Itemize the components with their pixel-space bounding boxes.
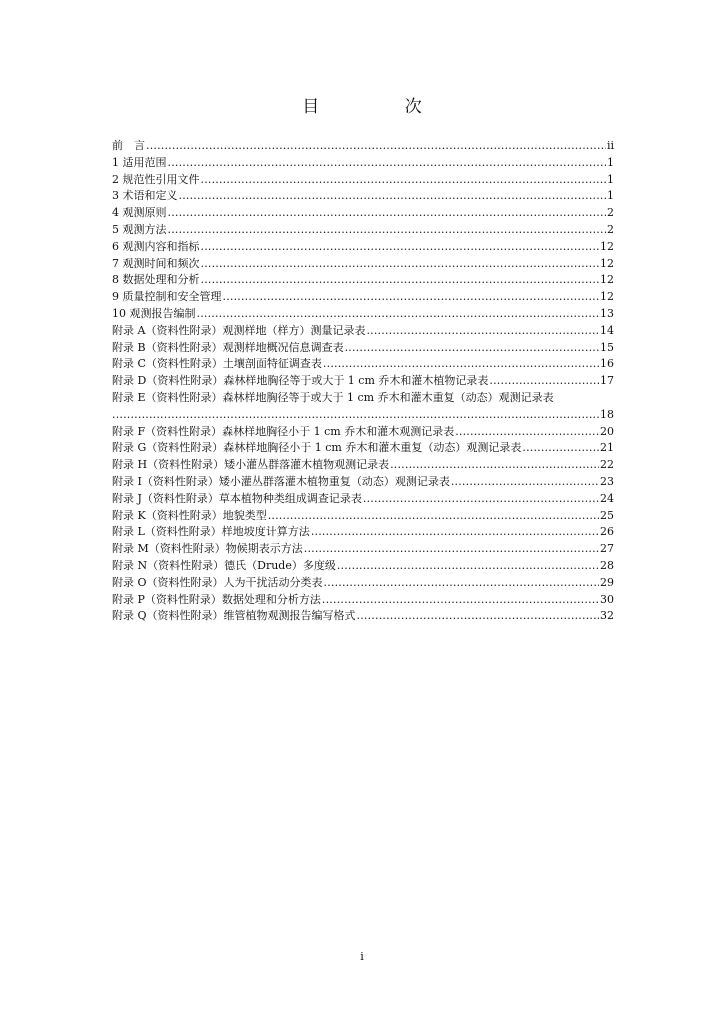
toc-entry-label: 附录 C（资料性附录）土壤剖面特征调查表 [112, 357, 322, 371]
toc-entry[interactable] [112, 491, 614, 508]
toc-entry-label: 9 质量控制和安全管理 [112, 290, 222, 304]
toc-entry[interactable] [112, 541, 614, 558]
toc-entry-continuation[interactable] [112, 407, 614, 424]
toc-entry-page: ii [606, 139, 614, 152]
toc-entry[interactable] [112, 390, 614, 407]
toc-entry-label: 2 规范性引用文件 [112, 172, 200, 186]
toc-entry-label: 附录 J（资料性附录）草本植物种类组成调查记录表 [112, 491, 362, 505]
toc-entry-page: 18 [600, 407, 614, 421]
dot-leader [357, 608, 599, 625]
toc-entry-page: 1 [607, 189, 614, 203]
toc-entry-page: 13 [600, 306, 614, 320]
toc-entry-page: 12 [600, 256, 614, 270]
dot-leader [304, 541, 599, 558]
dot-leader [168, 155, 607, 172]
toc-entry-label: 10 观测报告编制 [112, 306, 196, 320]
dot-leader [390, 457, 599, 474]
toc-entry[interactable] [112, 188, 614, 205]
dot-leader [322, 592, 599, 609]
dot-leader [201, 239, 600, 256]
toc-entry-label: 6 观测内容和指标 [112, 239, 200, 253]
toc-entry-page: 1 [607, 155, 614, 169]
toc-entry-page: 2 [607, 222, 614, 236]
toc-entry-page: 22 [600, 458, 614, 472]
toc-entry-label: 附录 I（资料性附录）矮小灌丛群落灌木植物重复（动态）观测记录表 [112, 474, 450, 488]
toc-entry-page: 24 [600, 491, 614, 505]
toc-entry-label: 附录 B（资料性附录）观测样地概况信息调查表 [112, 340, 344, 354]
toc-entry[interactable] [112, 138, 614, 155]
toc-entry-page: 26 [600, 525, 614, 539]
toc-entry-page: 21 [600, 441, 614, 455]
toc-entry[interactable] [112, 172, 614, 189]
dot-leader [201, 172, 607, 189]
toc-entry-page: 2 [607, 206, 614, 220]
toc-entry[interactable] [112, 272, 614, 289]
toc-entry[interactable] [112, 508, 614, 525]
toc-entry[interactable] [112, 457, 614, 474]
toc-entry-label: 1 适用范围 [112, 155, 167, 169]
toc-entry[interactable] [112, 289, 614, 306]
toc-entry[interactable] [112, 356, 614, 373]
toc-entry[interactable] [112, 256, 614, 273]
toc-entry-page: 15 [600, 340, 614, 354]
toc-entry-page: 32 [600, 609, 614, 623]
toc-entry-label: 3 术语和定义 [112, 189, 178, 203]
dot-leader [201, 272, 600, 289]
dot-leader [168, 222, 607, 239]
toc-entry-label: 附录 L（资料性附录）样地坡度计算方法 [112, 525, 310, 539]
toc-entry-page: 16 [600, 357, 614, 371]
dot-leader [311, 524, 599, 541]
dot-leader [168, 205, 607, 222]
toc-entry-label: 附录 D（资料性附录）森林样地胸径等于或大于 1 cm 乔木和灌木植物记录表 [112, 374, 489, 388]
dot-leader [146, 138, 606, 155]
toc-entry-page: 1 [607, 172, 614, 186]
dot-leader [366, 323, 599, 340]
toc-entry-label: 附录 M（资料性附录）物候期表示方法 [112, 542, 303, 556]
toc-entry-page: 30 [600, 592, 614, 606]
toc-entry-label: 附录 G（资料性附录）森林样地胸径小于 1 cm 乔木和灌木重复（动态）观测记录表 [112, 441, 522, 455]
dot-leader [489, 373, 599, 390]
toc-entry-label: 附录 F（资料性附录）森林样地胸径小于 1 cm 乔木和灌木观测记录表 [112, 424, 455, 438]
toc-entry-label: 附录 E（资料性附录）森林样地胸径等于或大于 1 cm 乔木和灌木重复（动态）观测记录表 [112, 390, 554, 404]
toc-entry[interactable] [112, 524, 614, 541]
toc-entry-label: 4 观测原则 [112, 206, 167, 220]
toc-entry-label: 附录 O（资料性附录）人为干扰活动分类表 [112, 575, 323, 589]
toc-entry[interactable] [112, 340, 614, 357]
toc-entry-page: 28 [600, 558, 614, 572]
toc-entry-label: 附录 K（资料性附录）地貌类型 [112, 508, 267, 522]
toc-entry-page: 27 [600, 542, 614, 556]
toc-entry-label: 附录 H（资料性附录）矮小灌丛群落灌木植物观测记录表 [112, 458, 390, 472]
toc-entry-page: 17 [600, 374, 614, 388]
toc-entry-label: 附录 P（资料性附录）数据处理和分析方法 [112, 592, 321, 606]
toc-entry[interactable] [112, 373, 614, 390]
dot-leader [324, 575, 599, 592]
toc-entry-page: 20 [600, 424, 614, 438]
toc-entry[interactable] [112, 205, 614, 222]
toc-entry-page: 12 [600, 273, 614, 287]
toc-entry-page: 12 [600, 239, 614, 253]
dot-leader [345, 340, 599, 357]
toc-entry-label: 前 言 [112, 139, 145, 152]
dot-leader [112, 407, 599, 424]
dot-leader [337, 558, 599, 575]
toc-entry[interactable] [112, 222, 614, 239]
toc-entry[interactable] [112, 608, 614, 625]
toc-entry[interactable] [112, 155, 614, 172]
page-title: 目 次 [302, 97, 462, 117]
dot-leader [323, 356, 599, 373]
toc-entry-label: 附录 A（资料性附录）观测样地（样方）测量记录表 [112, 323, 366, 337]
toc-entry-label: 5 观测方法 [112, 222, 167, 236]
toc-entry[interactable] [112, 592, 614, 609]
toc-entry-page: 14 [600, 323, 614, 337]
dot-leader [363, 491, 599, 508]
dot-leader [455, 424, 599, 441]
toc-entry-label: 附录 N（资料性附录）德氏（Drude）多度级 [112, 558, 336, 572]
toc-entry-page: 29 [600, 575, 614, 589]
toc-entry[interactable] [112, 323, 614, 340]
footer-page-number: i [360, 950, 364, 963]
toc-entry-page: 12 [600, 290, 614, 304]
dot-leader [179, 188, 607, 205]
toc-entry[interactable] [112, 239, 614, 256]
toc-entry-page: 25 [600, 508, 614, 522]
dot-leader [223, 289, 600, 306]
toc-entry-label: 7 观测时间和频次 [112, 256, 200, 270]
toc-entry-page: 23 [600, 474, 614, 488]
toc-entry[interactable] [112, 440, 614, 457]
toc-entry-label: 附录 Q（资料性附录）维管植物观测报告编写格式 [112, 609, 356, 623]
toc-entry[interactable] [112, 474, 614, 491]
toc-entry[interactable] [112, 424, 614, 441]
dot-leader [197, 306, 600, 323]
toc-entry-label: 8 数据处理和分析 [112, 273, 200, 287]
dot-leader [201, 256, 600, 273]
toc-entry[interactable] [112, 575, 614, 592]
toc-entry[interactable] [112, 306, 614, 323]
table-of-contents [112, 138, 614, 625]
toc-entry[interactable] [112, 558, 614, 575]
dot-leader [451, 474, 599, 491]
dot-leader [268, 508, 599, 525]
dot-leader [522, 440, 599, 457]
